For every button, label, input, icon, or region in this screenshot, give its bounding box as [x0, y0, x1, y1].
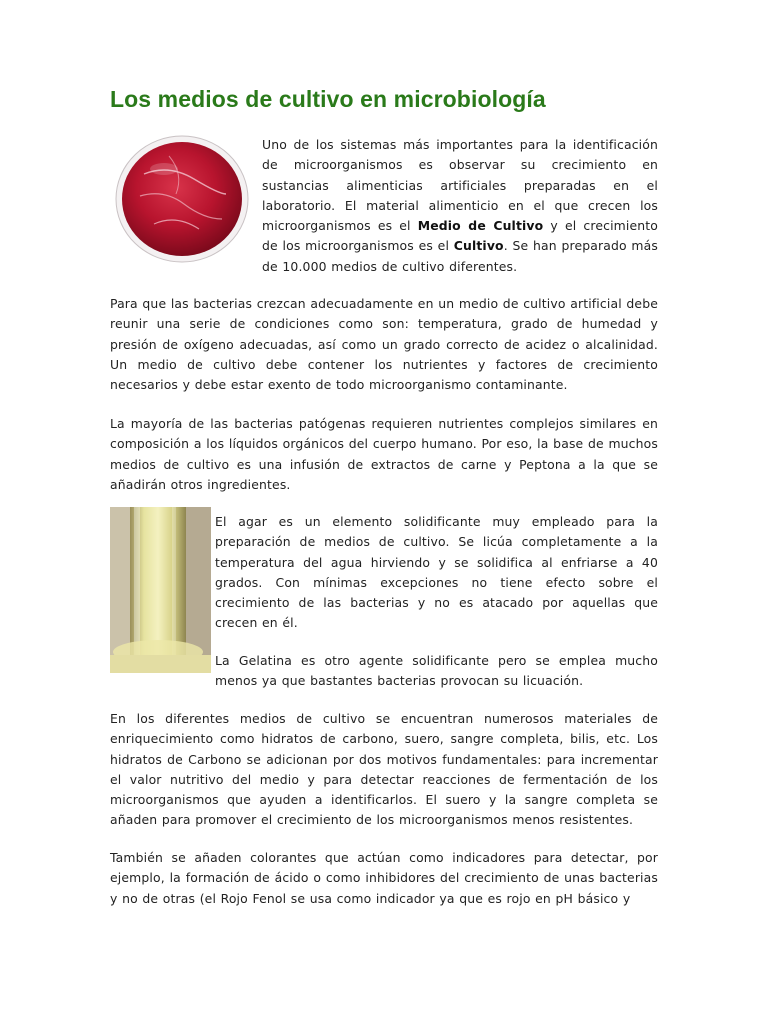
paragraph-conditions: Para que las bacterias crezcan adecuadamente en un medio de cultivo artificial debe reunir una serie de condiciones como son: temperatura, grado de humedad y presión de oxígeno adecuadas, así como un grado correcto de acidez o alcalinidad. Un medio de cultivo debe contener los nutrientes y factores de crecimiento necesarios y debe estar exento de todo microorganismo contaminante. — [110, 296, 658, 393]
intro-paragraph: Uno de los sistemas más importantes para la identificación de microorganismos es observar su crecimiento en sustancias alimenticias artificiales preparadas en el laboratorio. El material alimenticio en el que crecen los microorganismos es el Medio de Cultivo y el crecimiento de los microorganismos es el Cultivo. Se han preparado más de 10.000 medios de cultivo diferentes. — [262, 137, 658, 274]
agar-tube-image — [110, 507, 211, 673]
page-title: Los medios de cultivo en microbiología — [110, 86, 546, 112]
paragraph-nutrients: La mayoría de las bacterias patógenas requieren nutrientes complejos similares en composición a los líquidos orgánicos del cuerpo humano. Por eso, la base de muchos medios de cultivo es una infusión de extractos de carne y Peptona a la que se añadirán otros ingredientes. — [110, 416, 658, 492]
paragraph-gelatina: La Gelatina es otro agente solidificante pero se emplea mucho menos ya que bastantes bacterias provocan su licuación. — [215, 653, 658, 689]
paragraph-indicators: También se añaden colorantes que actúan como indicadores para detectar, por ejemplo, la formación de ácido o como inhibidores del crecimiento de unas bacterias y no de otras (el Rojo Fenol se usa como indicador ya que es rojo en pH básico y — [110, 850, 658, 906]
agar-tube-drawing — [110, 507, 211, 673]
paragraph-enrichment: En los diferentes medios de cultivo se encuentran numerosos materiales de enriquecimiento como hidratos de carbono, suero, sangre completa, bilis, etc. Los hidratos de Carbono se adicionan por dos motivos fundamentales: para incrementar el valor nutritivo del medio y para detectar reacciones de fermentación de los microorganismos que ayuden a identificarlos. El suero y la sangre completa se añaden para promover el crecimiento de los microorganismos menos resistentes. — [110, 711, 658, 828]
petri-dish-image — [114, 134, 250, 264]
paragraph-agar: El agar es un elemento solidificante muy empleado para la preparación de medios de cultivo. Se licúa completamente a la temperatura del agua hirviendo y se solidifica al enfriarse a 40 grados. Con mínimas excepciones no tiene efecto sobre el crecimiento de las bacterias y no es atacado por aquellas que crecen en él. — [215, 514, 658, 631]
